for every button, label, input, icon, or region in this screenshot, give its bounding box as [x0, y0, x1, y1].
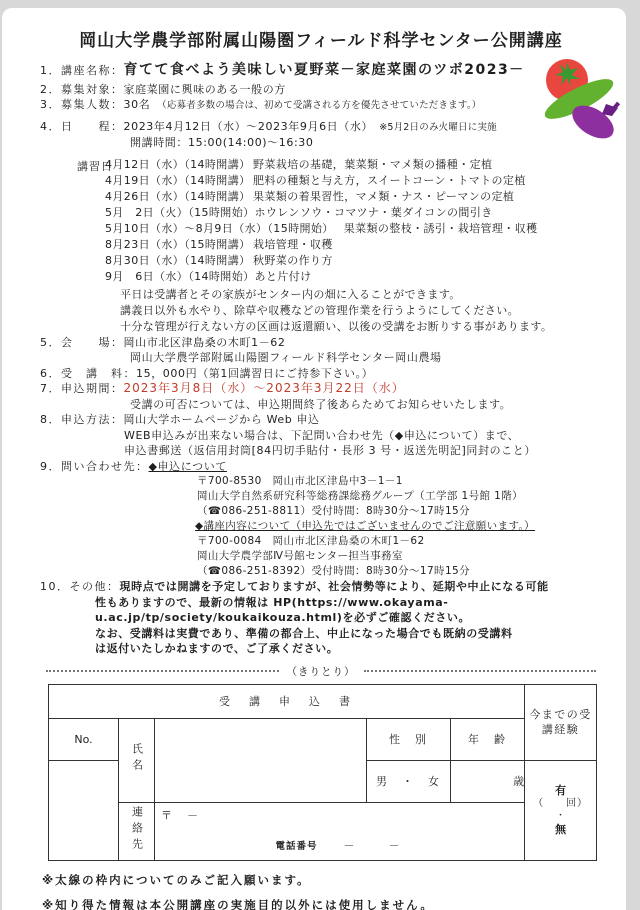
- item-target: [40, 82, 602, 98]
- item-dates: [40, 119, 602, 136]
- cut-rule-right: [364, 670, 597, 672]
- item3-value: 30名: [123, 98, 151, 111]
- form-no-field-cell: [49, 760, 119, 860]
- schedule-notes: [40, 287, 602, 335]
- contact-course-heading: ◆講座内容について（申込先ではございませんのでご注意願います。）: [195, 520, 536, 532]
- item7-note: 受講の可否については、申込期間終了後あらためてお知らせいたします。: [130, 397, 512, 411]
- schedule-row: 8月23日（水）（15時開講） 栽培管理・収穫: [105, 237, 333, 251]
- contact-address-line: 〒700-8530 岡山市北区津島中3－1－1: [197, 475, 403, 487]
- schedule-note: 平日は受講者とその家族がセンター内の畑に入ることができます。: [120, 287, 461, 301]
- item-capacity: [40, 97, 602, 114]
- schedule-row: 8月30日（水）（14時開講） 秋野菜の作り方: [105, 253, 333, 267]
- item-venue-line2: 岡山大学農学部附属山陽圏フィールド科学センター岡山農場: [130, 351, 442, 364]
- schedule-row: 4月26日（水）（14時開講） 果菜類の着果習性，マメ類・ナス・ピーマンの定植: [105, 189, 515, 203]
- item3-label: 3．募集人数：: [40, 98, 124, 111]
- application-period-dates: 2023年3月8日（水）～2023年3月22日（水）: [123, 381, 405, 395]
- item10-label: 10．その他：: [40, 580, 120, 593]
- experience-value-cell: 有 （ 回） ・ 無: [525, 760, 597, 860]
- schedule-row: 4月19日（水）（14時開講） 肥料の種類と与え方，スイートコーン・トマトの定植: [105, 173, 526, 187]
- item-application-period: [40, 381, 602, 397]
- schedule-note: 十分な管理が行えない方の区画は返還願い、以後の受講をお断りする事があります。: [120, 319, 553, 333]
- item6-value: 15，000円（第1回講習日にご持参下さい。）: [136, 366, 374, 380]
- gender-header: 性 別: [367, 718, 451, 760]
- item-other: [40, 579, 602, 595]
- postal-code-prefix: 〒 －: [161, 808, 200, 822]
- schedule-row: 5月10日（水）～8月9日（水）（15時開始） 果菜類の整枝・誘引・栽培管理・収穫: [105, 221, 538, 235]
- contact-field-cell: [155, 802, 525, 860]
- item10-line4: なお、受講料は実費であり、準備の都合上、中止になった場合でも既納の受講料: [95, 626, 513, 640]
- item4-label: 4．日 程：: [40, 119, 124, 133]
- cut-label: （きりとり）: [286, 665, 356, 678]
- schedule-label: 講習日: [77, 159, 113, 173]
- schedule-note: 講義日以外も水やり、除草や収穫などの管理作業を行うようにしてください。: [120, 303, 519, 317]
- contact-address-line: 岡山大学自然系研究科等総務課総務グループ（工学部 1号館 1階）: [197, 490, 523, 502]
- contact-address-line: 岡山大学農学部Ⅳ号館センター担当事務室: [197, 550, 403, 562]
- item-fee: [40, 366, 602, 382]
- item8-label: 8．申込方法：: [40, 413, 124, 426]
- contact-phone-line: （☎086-251-8392）受付時間：8時30分～17時15分: [197, 565, 471, 577]
- name-label: 氏名: [119, 718, 155, 802]
- item4-note: ※5月2日のみ火曜日に実施: [379, 121, 497, 133]
- phone-line: [161, 837, 518, 853]
- item3-note: （応募者多数の場合は、初めて受講される方を優先させていただきます。）: [161, 100, 482, 111]
- course-name: 育てて食べよう美味しい夏野菜－家庭菜園のツボ2023－: [123, 62, 525, 78]
- item-application-method: [40, 412, 602, 428]
- contact-label: 連絡先: [119, 802, 155, 860]
- item-venue: [40, 335, 602, 351]
- schedule-row: 9月 6日（水）（14時開始） あと片付け: [105, 269, 312, 283]
- form-title: 受 講 申 込 書: [49, 684, 525, 718]
- item1-label: 1．講座名称：: [40, 64, 124, 77]
- schedule-row: 5月 2日（火）（15時開始） ホウレンソウ・コマツナ・葉ダイコンの間引き: [105, 205, 493, 219]
- item8-line2: WEB申込みが出来ない場合は、下記問い合わせ先（◆申込について）まで、: [124, 428, 520, 442]
- item2-label: 2．募集対象：: [40, 82, 124, 96]
- item8-line3: 申込書郵送（返信用封筒[84円切手貼付・長形 3 号・返送先明記]同封のこと）: [124, 444, 536, 457]
- item10-line2: 性もありますので、最新の情報は HP(https://www.okayama-: [95, 595, 449, 609]
- phone-label: 電話番号: [275, 840, 318, 852]
- phone-blanks: － －: [343, 838, 404, 852]
- item9-label: 9．問い合わせ先：: [40, 459, 149, 473]
- document-page: [2, 8, 626, 910]
- age-unit: 歳: [451, 760, 525, 802]
- item-course-name: [40, 63, 602, 79]
- item10-line5: は返付いたしかねますので、ご了承ください。: [95, 642, 339, 655]
- item5-value: 岡山市北区津島桑の木町1－62: [123, 335, 286, 349]
- item7-label: 7．申込期間：: [40, 382, 124, 395]
- item6-label: 6．受 講 料：: [40, 366, 136, 380]
- application-form-table: [48, 684, 597, 861]
- item5-label: 5．会 場：: [40, 335, 124, 349]
- item4-value: 2023年4月12日（水）～2023年9月6日（水）: [123, 119, 368, 133]
- contact-application-heading: ◆申込について: [148, 459, 227, 473]
- form-no-label: No.: [49, 718, 119, 760]
- cut-rule-left: [46, 670, 279, 672]
- gender-options: 男 ・ 女: [367, 760, 451, 802]
- age-header: 年 齢: [451, 718, 525, 760]
- experience-header: 今までの受講経験: [525, 684, 597, 760]
- name-field-cell: [155, 718, 367, 802]
- document-body: [2, 8, 626, 910]
- schedule-block: [40, 157, 602, 285]
- contact-phone-line: （☎086-251-8811）受付時間：8時30分～17時15分: [197, 505, 471, 517]
- item10-line3: u.ac.jp/tp/society/koukaikouza.html)を必ずご確認ください。: [95, 611, 471, 624]
- item10-line1: 現時点では開講を予定しておりますが、社会情勢等により、延期や中止になる可能: [119, 580, 549, 593]
- item-contact-info: [40, 459, 602, 475]
- item8-value: 岡山大学ホームページから Web 申込: [123, 413, 320, 426]
- footnote-privacy: ※知り得た情報は本公開講座の実施目的以外には使用しません。: [42, 897, 434, 910]
- schedule-row: 4月12日（水）（14時開講） 野菜栽培の基礎，葉菜類・マメ類の播種・定植: [105, 157, 493, 171]
- cut-line: [46, 664, 596, 679]
- item2-value: 家庭菜園に興味のある一般の方: [123, 82, 286, 96]
- item-time: 開講時間：15:00(14:00)～16:30: [130, 136, 314, 149]
- footnote-bold-frame: ※太線の枠内についてのみご記入願います。: [42, 872, 311, 887]
- contact-address-line: 〒700-0084 岡山市北区津島桑の木町1－62: [197, 535, 425, 547]
- page-title: 岡山大学農学部附属山陽圏フィールド科学センター公開講座: [79, 31, 563, 51]
